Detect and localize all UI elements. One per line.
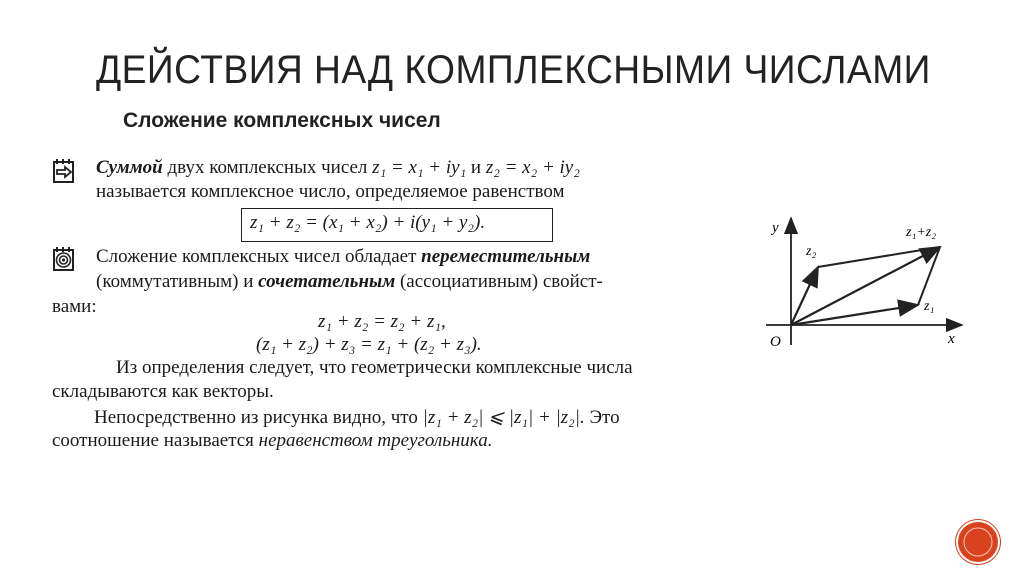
property-text: Сложение комплексных чисел обладает [96,246,417,267]
arrow-note-icon [52,158,76,184]
vector-diagram [760,210,970,350]
term-sum: Суммой [96,157,163,178]
target-note-icon [52,246,76,272]
slide-title: ДЕЙСТВИЯ НАД КОМПЛЕКСНЫМИ ЧИСЛАМИ [96,48,931,92]
paragraph-1-line-1: Из определения следует, что геометрически комплексные числа [116,357,633,378]
x-axis-label: x [948,331,955,347]
z2-label: z₂ [806,244,817,259]
definition-line-1 [96,157,580,179]
property-line-3: вами: [52,296,97,317]
term-associative: сочетательным [258,271,396,292]
vector-z2 [791,267,818,325]
next-slide-icon [958,522,998,562]
origin-label: O [770,334,781,350]
property-line-1 [96,246,590,268]
property-text-3: (ассоциативным) свойст- [399,271,603,292]
definition-text: двух комплексных чисел [167,157,368,178]
z1-label: z₁ [924,299,935,314]
property-line-2 [96,271,603,293]
definition-line-2: называется комплексное число, определяемое равенством [96,181,565,202]
term-triangle-inequality: неравенством треугольника. [258,430,493,451]
paragraph-2-text-2: соотношение называется [52,430,254,451]
conjunction: и [470,157,482,178]
section-heading: Сложение комплексных чисел [123,109,441,132]
paragraph-2-text-end: Это [589,407,620,428]
paragraph-1-line-2: складываются как векторы. [52,381,274,402]
triangle-inequality: |z₁ + z₂| ⩽ |z₁| + |z₂|. [422,407,585,428]
term-commutative: переместительным [421,246,591,267]
paragraph-2-line-1 [94,406,620,429]
associative-formula: (z₁ + z₂) + z₃ = z₁ + (z₂ + z₃). [256,334,482,355]
paragraph-2-line-2 [52,430,492,452]
boxed-formula: z₁ + z₂ = (x₁ + x₂) + i(y₁ + y₂). [250,212,486,233]
next-slide-button[interactable] [958,522,998,562]
property-text-2: (коммутативным) и [96,271,254,292]
sum-label: z₁+z₂ [906,225,937,240]
y-axis-label: y [772,220,779,236]
commutative-formula: z₁ + z₂ = z₂ + z₁, [318,311,446,332]
paragraph-2-text: Непосредственно из рисунка видно, что [94,407,418,428]
equation-z2: z₂ = x₂ + iy₂ [485,157,580,178]
equation-z1: z₁ = x₁ + iy₁ [372,157,467,178]
